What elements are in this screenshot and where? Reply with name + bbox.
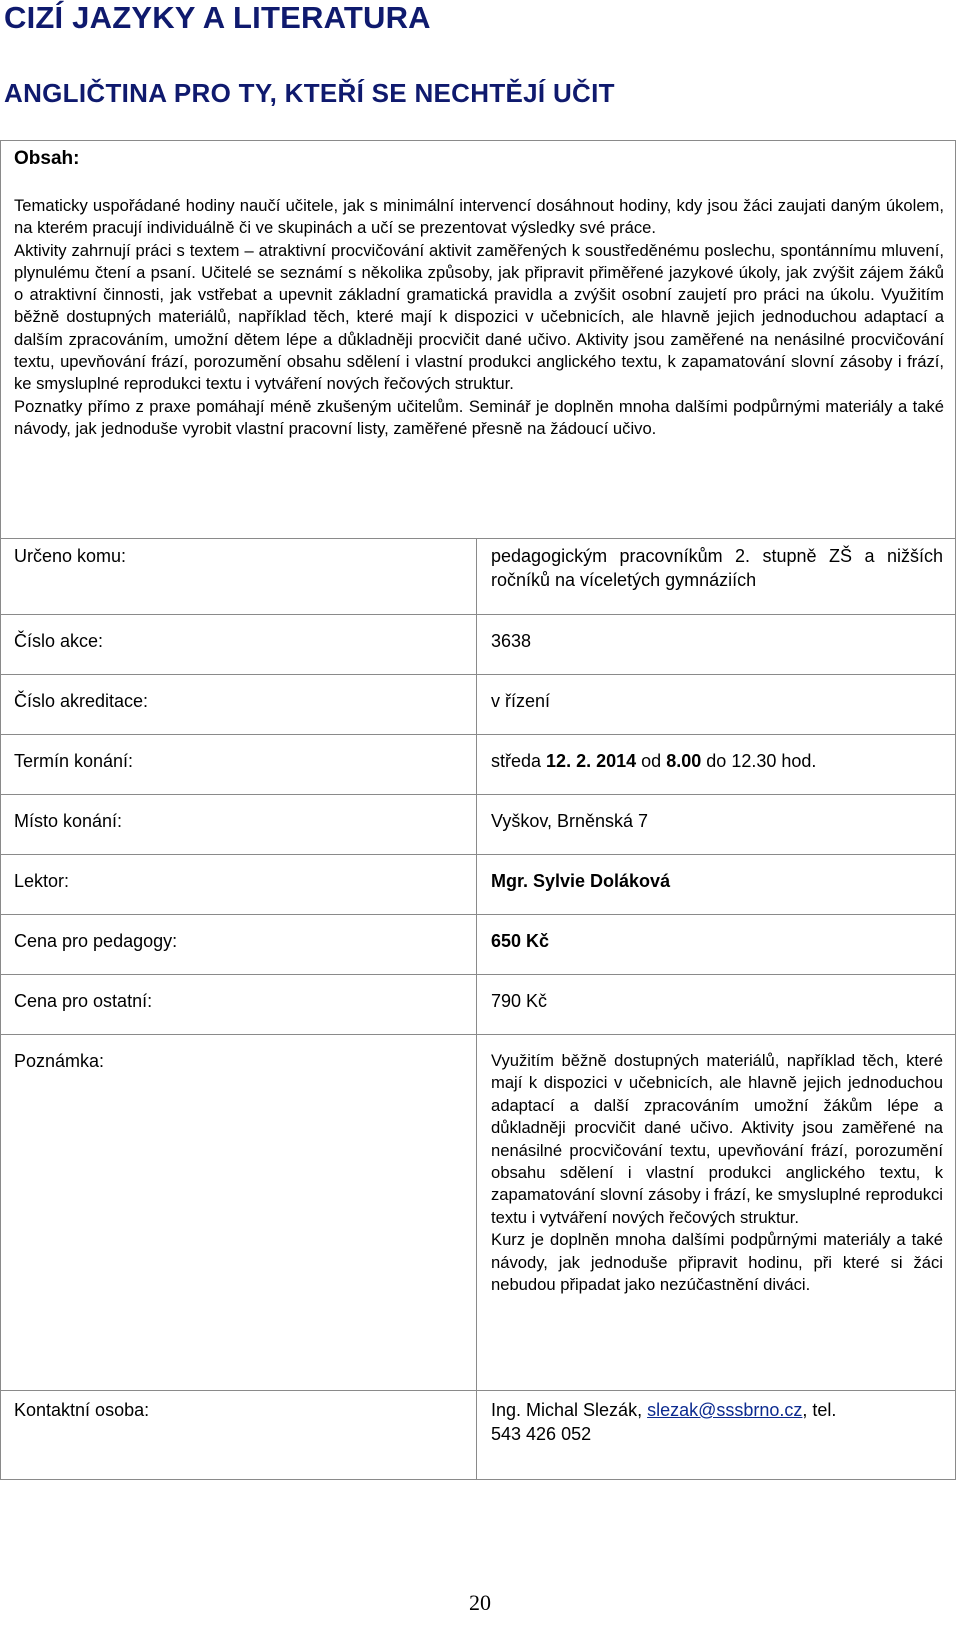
date-label: Termín konání:	[14, 751, 134, 771]
accreditation-value: v řízení	[491, 691, 551, 711]
venue-label: Místo konání:	[14, 811, 123, 831]
date-start-time: 8.00	[666, 751, 702, 771]
course-title: ANGLIČTINA PRO TY, KTEŘÍ SE NECHTĚJÍ UČIT	[4, 78, 615, 108]
content-paragraph: Tematicky uspořádané hodiny naučí učitele, jak s minimální intervencí dosáhnout hodiny, kdy jsou žáci zaujati daným úkolem, na kterém pracují individuálně či ve skupinách a učí se prezentovat výsledky své práce.	[14, 196, 944, 238]
lecturer-label: Lektor:	[14, 871, 70, 891]
table-divider	[0, 794, 956, 795]
accreditation-label: Číslo akreditace:	[14, 691, 149, 711]
audience-value: pedagogickým pracovníkům 2. stupně ZŠ a nižších ročníků na víceletých gymnáziích	[491, 546, 943, 590]
note-paragraph: Kurz je doplněn mnoha dalšími podpůrnými materiály a také návody, jak jednoduše připravit hodinu, při které si žáci nebudou připadat jako nezúčastnění diváci.	[491, 1230, 943, 1295]
date-weekday: středa	[491, 751, 542, 771]
note-paragraph: Využitím běžně dostupných materiálů, například těch, které mají k dispozici v učebnicích, ale hlavně jejich jednoduchou adaptací a další zpracováním umožní žákům lépe a důkladněji procvičit dané učivo. Aktivity jsou zaměřené na nenásilné procvičování textu, upevňování frází, porozumění obsahu sdělení i vlastní produkci anglického textu, k zapamatování slovní zásoby i frází, ke smysluplné reprodukci textu i vytváření nových řečových struktur.	[491, 1051, 943, 1227]
event-number-label: Číslo akce:	[14, 631, 104, 651]
contact-label: Kontaktní osoba:	[14, 1400, 150, 1420]
table-divider	[0, 914, 956, 915]
date-end-time: 12.30 hod.	[731, 751, 817, 771]
table-divider	[0, 674, 956, 675]
section-title: CIZÍ JAZYKY A LITERATURA	[4, 0, 431, 35]
date-day: 12. 2. 2014	[546, 751, 637, 771]
content-heading: Obsah:	[14, 148, 80, 169]
price-teachers-label: Cena pro pedagogy:	[14, 931, 178, 951]
venue-value: Vyškov, Brněnská 7	[491, 811, 649, 831]
table-divider	[0, 854, 956, 855]
content-description	[14, 195, 944, 440]
table-divider	[0, 1034, 956, 1035]
price-teachers-value: 650 Kč	[491, 931, 550, 951]
contact-phone: 543 426 052	[491, 1424, 592, 1444]
table-divider	[0, 734, 956, 735]
table-divider	[0, 974, 956, 975]
contact-name: Ing. Michal Slezák,	[491, 1400, 643, 1420]
page-number: 20	[469, 1590, 491, 1615]
lecturer-value: Mgr. Sylvie Doláková	[491, 871, 671, 891]
table-column-divider	[476, 538, 477, 1480]
contact-email-link[interactable]: slezak@sssbrno.cz	[647, 1400, 803, 1420]
date-value	[491, 749, 943, 773]
date-from-word: od	[641, 751, 662, 771]
note-label: Poznámka:	[14, 1051, 105, 1071]
price-others-value: 790 Kč	[491, 991, 548, 1011]
price-others-label: Cena pro ostatní:	[14, 991, 153, 1011]
contact-value	[491, 1398, 943, 1446]
table-divider	[0, 1390, 956, 1391]
table-divider	[0, 614, 956, 615]
audience-label: Určeno komu:	[14, 546, 127, 566]
table-divider	[0, 538, 956, 539]
note-value	[491, 1050, 943, 1296]
content-paragraph: Poznatky přímo z praxe pomáhají méně zkušeným učitelům. Seminář je doplněn mnoha dalšími podpůrnými materiály a také návody, jak jednoduše vyrobit vlastní pracovní listy, zaměřené přesně na žádoucí učivo.	[14, 396, 944, 438]
date-to-word: do	[706, 751, 727, 771]
event-number-value: 3638	[491, 631, 532, 651]
contact-phone-prefix: , tel.	[802, 1400, 837, 1420]
content-paragraph: Aktivity zahrnují práci s textem – atraktivní procvičování aktivit zaměřených k soustředěnému poslechu, spontánnímu mluvení, plynulému čtení a psaní. Učitelé se seznámí s několika způsoby, jak připravit přiměřené jazykové úkoly, jak zvýšit zájem žáků o atraktivní činnosti, jak vstřebat a upevnit základní gramatická pravidla a zvýšit osobní zaujetí pro práci na úkolu. Využitím běžně dostupných materiálů, například těch, které mají k dispozici v učebnicích, ale hlavně jejich jednoduchou adaptací a dalším zpracováním, umožní dětem lépe a důkladněji procvičit dané učivo. Aktivity jsou zaměřené na nenásilné procvičování textu, upevňování frází, porozumění obsahu sdělení i vlastní produkci anglického textu, k zapamatování slovní zásoby i frází, ke smysluplné reprodukci textu i vytváření nových řečových struktur.	[14, 240, 944, 394]
